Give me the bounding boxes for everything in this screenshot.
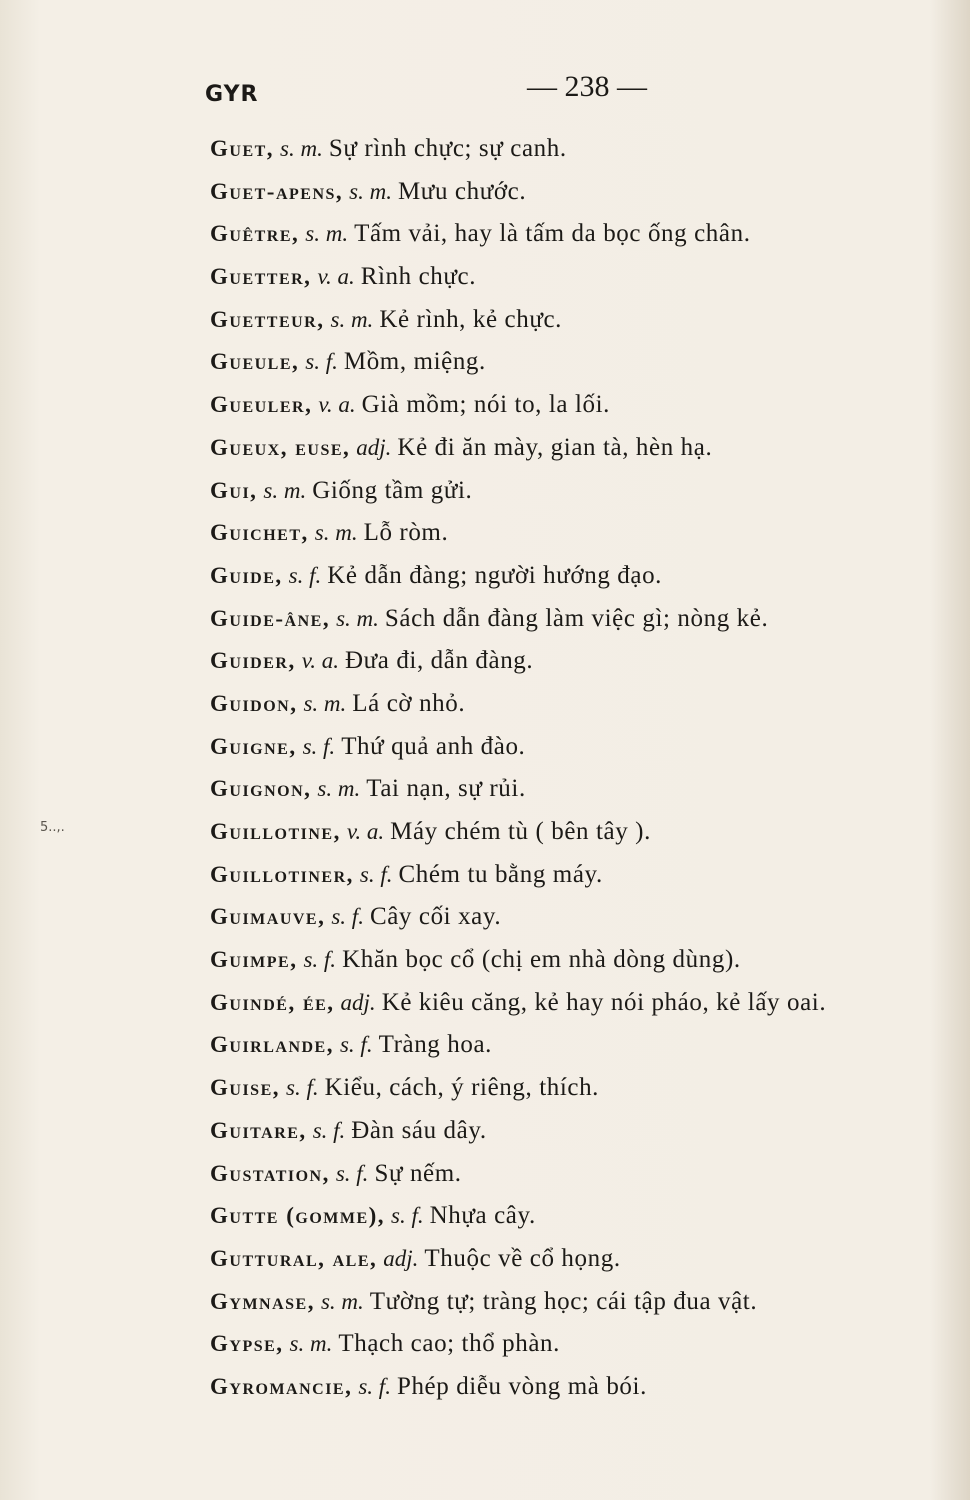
- entry-grammar: s. f.: [359, 861, 393, 887]
- entry-headword: Guitare,: [210, 1117, 307, 1143]
- page-header: [205, 68, 905, 108]
- dictionary-entry: [210, 1323, 930, 1366]
- entry-headword: Gueux, euse,: [210, 434, 351, 460]
- entry-grammar: s. m.: [336, 605, 379, 631]
- entry-definition: Máy chém tù ( bên tây ).: [390, 818, 651, 845]
- entry-headword: Guillotiner,: [210, 861, 354, 887]
- entry-grammar: s. m.: [330, 306, 374, 332]
- dictionary-entry: [210, 811, 930, 854]
- entry-definition: Tấm vải, hay là tấm da bọc ống chân.: [354, 220, 751, 248]
- entry-definition: Tai nạn, sự rủi.: [366, 775, 526, 803]
- entry-headword: Guetter,: [210, 264, 312, 290]
- entry-headword: Guider,: [210, 648, 296, 674]
- dictionary-entry: [210, 299, 930, 342]
- entry-headword: Gutte (gomme),: [210, 1203, 386, 1229]
- entry-headword: Gueuler,: [210, 392, 313, 418]
- dictionary-entry: [210, 512, 930, 555]
- dictionary-entry: [210, 1281, 930, 1324]
- entry-definition: Sách dẫn đàng làm việc gì; nòng kẻ.: [384, 604, 769, 632]
- entry-grammar: s. f.: [302, 733, 336, 759]
- entry-grammar: s. f.: [312, 1117, 346, 1143]
- entry-definition: Kẻ dẫn đàng; người hướng đạo.: [327, 561, 663, 589]
- dictionary-entry: [210, 1238, 930, 1281]
- entry-grammar: v. a.: [346, 819, 385, 844]
- entry-definition: Khăn bọc cổ (chị em nhà dòng dùng).: [342, 946, 741, 974]
- page-number: — 238 —: [527, 70, 647, 103]
- entry-definition: Nhựa cây.: [429, 1202, 536, 1230]
- entry-grammar: s. m.: [280, 136, 323, 161]
- running-head: GYR: [205, 82, 259, 107]
- dictionary-entry: [210, 1067, 930, 1110]
- entry-grammar: v. a.: [301, 648, 339, 674]
- entry-headword: Guirlande,: [210, 1032, 334, 1058]
- entry-grammar: s. m.: [314, 520, 358, 546]
- entry-definition: Đưa đi, dẫn đàng.: [344, 647, 534, 675]
- entry-definition: Mồm, miệng.: [343, 348, 486, 376]
- entry-headword: Gui,: [210, 477, 258, 503]
- dictionary-entries: [210, 128, 930, 1409]
- entry-headword: Guet-apens,: [210, 178, 344, 204]
- entry-headword: Gypse,: [210, 1331, 284, 1357]
- entry-grammar: s. m.: [317, 776, 361, 802]
- dictionary-entry: [210, 1366, 930, 1409]
- entry-definition: Mưu chước.: [397, 177, 527, 205]
- entry-grammar: adj.: [356, 434, 392, 460]
- entry-definition: Kiểu, cách, ý riêng, thích.: [324, 1074, 600, 1102]
- entry-headword: Gymnase,: [210, 1288, 315, 1314]
- entry-definition: Cây cối xay.: [369, 903, 502, 931]
- entry-headword: Guignon,: [210, 776, 312, 802]
- dictionary-entry: [210, 213, 930, 256]
- entry-grammar: adj.: [383, 1245, 419, 1271]
- entry-headword: Guise,: [210, 1075, 280, 1101]
- dictionary-entry: [210, 726, 930, 769]
- entry-definition: Thạch cao; thổ phàn.: [338, 1330, 561, 1358]
- entry-grammar: s. m.: [320, 1288, 364, 1314]
- entry-grammar: s. f.: [331, 904, 364, 930]
- dictionary-entry: [210, 128, 930, 171]
- entry-definition: Tường tự; tràng học; cái tập đua vật.: [369, 1287, 758, 1315]
- entry-headword: Guide,: [210, 562, 283, 588]
- entry-definition: Đàn sáu dây.: [351, 1116, 487, 1144]
- dictionary-entry: [210, 1195, 930, 1238]
- entry-grammar: v. a.: [318, 392, 356, 418]
- entry-definition: Thứ quả anh đào.: [341, 732, 526, 760]
- entry-headword: Guidon,: [210, 690, 298, 716]
- dictionary-entry: [210, 384, 930, 427]
- dictionary-entry: [210, 939, 930, 982]
- entry-grammar: v. a.: [317, 264, 355, 290]
- entry-headword: Guillotine,: [210, 819, 341, 844]
- entry-grammar: s. f.: [391, 1203, 424, 1229]
- entry-headword: Guet,: [210, 136, 275, 161]
- entry-grammar: s. m.: [305, 221, 349, 247]
- dictionary-entry: [210, 171, 930, 214]
- entry-grammar: s. m.: [263, 477, 307, 503]
- entry-headword: Guindé, ée,: [210, 989, 335, 1015]
- entry-grammar: s. m.: [289, 1331, 333, 1357]
- entry-definition: Lá cờ nhỏ.: [352, 689, 466, 717]
- entry-grammar: s. f.: [288, 562, 322, 588]
- entry-headword: Guide-âne,: [210, 605, 331, 631]
- entry-grammar: s. f.: [303, 947, 337, 973]
- dictionary-entry: [210, 470, 930, 513]
- entry-definition: Tràng hoa.: [378, 1031, 492, 1059]
- dictionary-entry: [210, 1153, 930, 1196]
- dictionary-entry: [210, 768, 930, 811]
- dictionary-entry: [210, 555, 930, 598]
- entry-grammar: s. f.: [339, 1032, 373, 1058]
- dictionary-entry: [210, 640, 930, 683]
- entry-headword: Guttural, ale,: [210, 1245, 378, 1271]
- entry-grammar: s. f.: [358, 1373, 391, 1399]
- dictionary-entry: [210, 1024, 930, 1067]
- entry-definition: Phép diễu vòng mà bói.: [396, 1372, 647, 1400]
- dictionary-entry: [210, 256, 930, 299]
- entry-definition: Chém tu bằng máy.: [398, 860, 603, 888]
- entry-headword: Guigne,: [210, 733, 297, 759]
- entry-definition: Rình chực.: [360, 263, 477, 291]
- dictionary-entry: [210, 683, 930, 726]
- dictionary-entry: [210, 854, 930, 897]
- entry-definition: Thuộc về cổ họng.: [424, 1244, 621, 1272]
- entry-headword: Gyromancie,: [210, 1373, 353, 1399]
- entry-headword: Guimpe,: [210, 947, 298, 973]
- entry-grammar: s. f.: [286, 1075, 319, 1101]
- entry-headword: Guichet,: [210, 520, 309, 546]
- entry-grammar: s. f.: [335, 1160, 369, 1186]
- dictionary-entry: [210, 982, 930, 1025]
- dictionary-entry: [210, 341, 930, 384]
- entry-definition: Kẻ rình, kẻ chực.: [379, 305, 563, 333]
- entry-definition: Kẻ đi ăn mày, gian tà, hèn hạ.: [397, 433, 713, 461]
- entry-definition: Già mồm; nói to, la lối.: [361, 391, 611, 419]
- dictionary-entry: [210, 896, 930, 939]
- entry-definition: Giống tầm gửi.: [312, 476, 473, 504]
- entry-definition: Sự nếm.: [374, 1159, 462, 1187]
- entry-grammar: s. m.: [303, 690, 347, 716]
- entry-headword: Guimauve,: [210, 904, 326, 930]
- entry-headword: Guêtre,: [210, 221, 300, 247]
- dictionary-entry: [210, 598, 930, 641]
- entry-definition: Kẻ kiêu căng, kẻ hay nói pháo, kẻ lấy oai.: [381, 988, 827, 1016]
- entry-headword: Gustation,: [210, 1160, 330, 1186]
- entry-definition: Sự rình chực; sự canh.: [328, 135, 567, 162]
- entry-definition: Lỗ ròm.: [363, 519, 449, 547]
- entry-grammar: s. f.: [305, 349, 338, 375]
- dictionary-entry: [210, 427, 930, 470]
- entry-headword: Gueule,: [210, 349, 300, 375]
- entry-grammar: s. m.: [349, 178, 392, 204]
- entry-grammar: adj.: [340, 989, 376, 1015]
- margin-note: 5..,.: [40, 820, 65, 835]
- dictionary-entry: [210, 1110, 930, 1153]
- entry-headword: Guetteur,: [210, 306, 325, 332]
